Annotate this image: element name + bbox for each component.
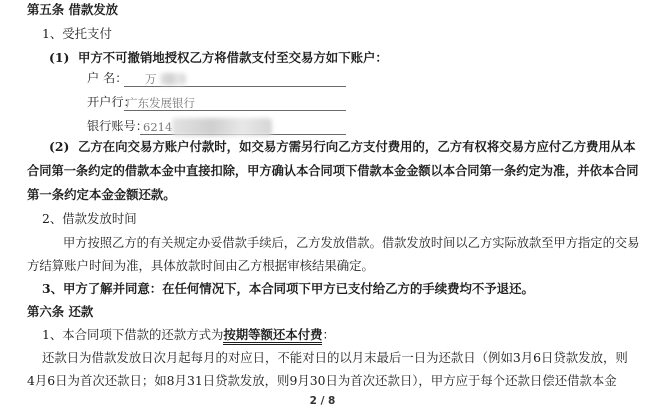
article5-heading: 第五条 借款发放	[27, 2, 119, 17]
clause-1-label: (1)	[49, 50, 70, 65]
clause-2-line-2: 合同第一条约定的借款本金中直接扣除，甲方确认本合同项下借款本金金额以本合同第一条约定为准，并依本合同	[27, 163, 639, 178]
bank-name-label: 开户行：	[87, 95, 136, 109]
disbursement-time-line-1: 甲方按照乙方的有关规定办妥借款手续后，乙方发放借款。借款发放时间以乙方实际放款至甲方指定的交易	[63, 235, 640, 250]
account-number-label: 银行账号：	[87, 119, 148, 133]
account-name-value: 万	[145, 72, 157, 86]
clause-2-line-3: 第一条约定本金金额还款。	[27, 187, 176, 202]
section-disbursement-time-title: 2、借款发放时间	[42, 211, 137, 226]
redaction-blur	[160, 73, 186, 85]
clause-1-text: 甲方不可撤销地授权乙方将借款支付至交易方如下账户：	[78, 50, 388, 65]
clause-2-line-1: 乙方在向交易方账户付款时，如交易方需另行向乙方支付费用的，乙方有权将交易方应付乙方费用从本	[78, 139, 636, 154]
repayment-method-line	[42, 327, 335, 343]
repayment-date-line-2: 4月6日为首次还款日；如8月31日贷款发放，则9月30日为首次还款日），甲方应于每个还款日偿还借款本金	[27, 373, 617, 388]
redaction-blur	[172, 118, 272, 136]
repayment-method-value: 按期等额还本付费	[223, 327, 322, 345]
repayment-method-suffix: ：	[322, 327, 335, 342]
bank-name-value: 广东发展银行	[126, 96, 195, 110]
disbursement-time-line-2: 方结算账户时间为准，具体放款时间由乙方根据审核结果确定。	[27, 258, 374, 273]
account-number-value: 6214	[143, 120, 173, 134]
section-fee-nonrefundable: 3、甲方了解并同意：在任何情况下，本合同项下甲方已支付给乙方的手续费均不予退还。	[42, 281, 534, 296]
clause-2-label: (2)	[49, 139, 70, 154]
section-entrusted-payment-title: 1、受托支付	[42, 26, 112, 41]
page-number: 2 / 8	[309, 395, 336, 407]
account-name-underline	[124, 70, 346, 87]
repayment-method-prefix: 1、本合同项下借款的还款方式为	[42, 327, 224, 342]
repayment-date-line-1: 还款日为借款发放日次月起每月的对应日，不能对日的以月末最后一日为还款日（例如3月6日贷款发放，则	[42, 350, 628, 365]
account-name-label: 户 名：	[87, 71, 128, 85]
article6-heading: 第六条 还款	[27, 304, 94, 319]
